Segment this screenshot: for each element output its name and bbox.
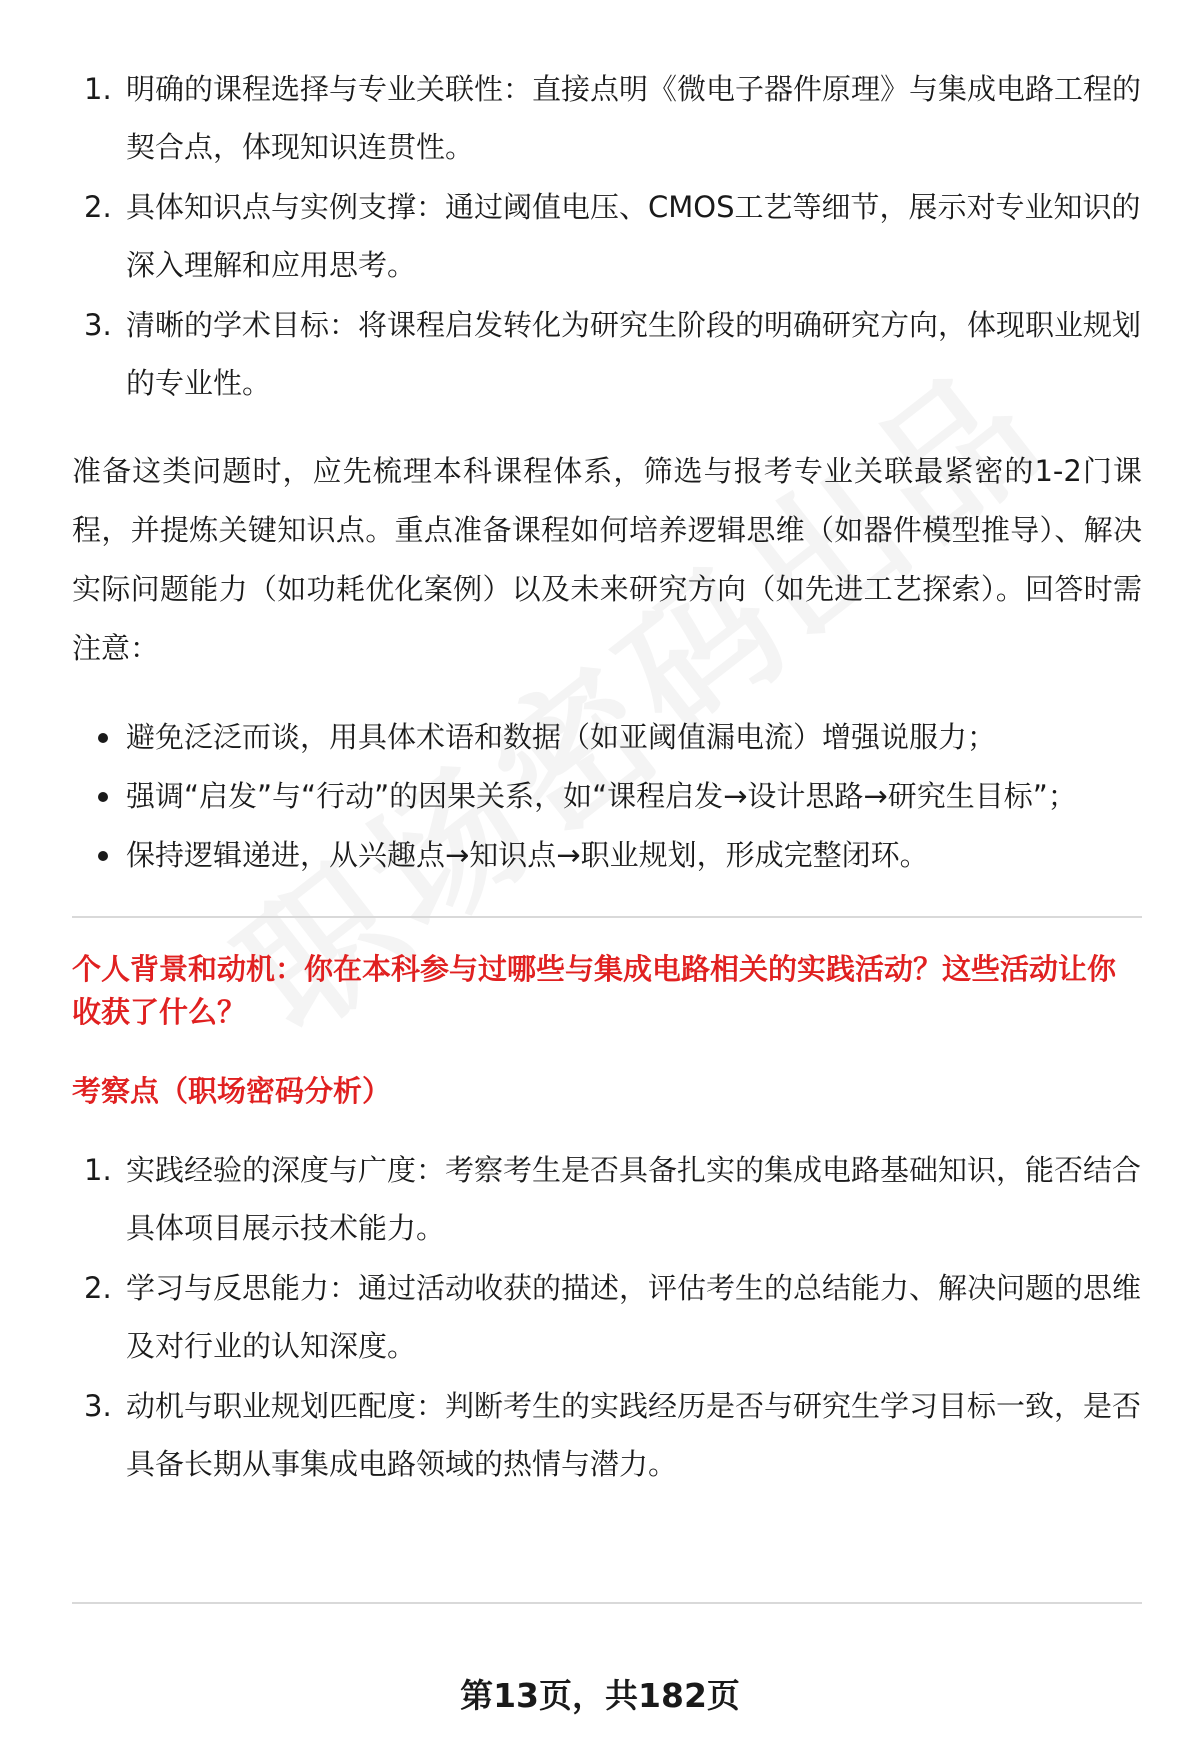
bullet-item — [72, 767, 1142, 825]
preparation-paragraph: 准备这类问题时，应先梳理本科课程体系，筛选与报考专业关联最紧密的1-2门课程，并提炼关键知识点。重点准备课程如何培养逻辑思维（如器件模型推导）、解决实际问题能力（如功耗优化案例）以及未来研究方向（如先进工艺探索）。回答时需注意： — [72, 454, 1142, 665]
list-item-text: 具体知识点与实例支撑：通过阈值电压、CMOS工艺等细节，展示对专业知识的深入理解和应用思考。 — [126, 190, 1141, 282]
bullet-text: 避免泛泛而谈，用具体术语和数据（如亚阈值漏电流）增强说服力； — [126, 720, 997, 754]
bullet-dot-icon — [98, 851, 108, 861]
bullet-text: 保持逻辑递进，从兴趣点→知识点→职业规划，形成完整闭环。 — [126, 838, 929, 872]
list-item-text: 学习与反思能力：通过活动收获的描述，评估考生的总结能力、解决问题的思维及对行业的认知深度。 — [126, 1271, 1142, 1363]
intro-numbered-list — [72, 60, 1142, 412]
analysis-heading: 考察点（职场密码分析） — [72, 1074, 392, 1108]
footer-divider — [72, 1602, 1142, 1604]
bullet-dot-icon — [98, 733, 108, 743]
question-heading: 个人背景和动机：你在本科参与过哪些与集成电路相关的实践活动？这些活动让你收获了什么？ — [72, 952, 1117, 1029]
list-number: 3. — [84, 308, 112, 342]
list-item — [72, 296, 1142, 412]
list-number: 1. — [84, 1153, 112, 1187]
list-number: 2. — [84, 1271, 112, 1305]
list-item — [72, 178, 1142, 294]
bullet-item — [72, 826, 1142, 884]
list-item-text: 动机与职业规划匹配度：判断考生的实践经历是否与研究生学习目标一致，是否具备长期从事集成电路领域的热情与潜力。 — [126, 1389, 1142, 1481]
bullet-dot-icon — [98, 792, 108, 802]
analysis-numbered-list — [72, 1141, 1142, 1493]
tips-bullet-list — [72, 708, 1142, 884]
page-number-footer: 第13页，共182页 — [460, 1676, 740, 1715]
list-number: 3. — [84, 1389, 112, 1423]
bullet-item — [72, 708, 1142, 766]
list-item-text: 实践经验的深度与广度：考察考生是否具备扎实的集成电路基础知识，能否结合具体项目展示技术能力。 — [126, 1153, 1142, 1245]
list-item — [72, 1259, 1142, 1375]
list-item-text: 清晰的学术目标：将课程启发转化为研究生阶段的明确研究方向，体现职业规划的专业性。 — [126, 308, 1142, 400]
list-number: 2. — [84, 190, 112, 224]
bullet-text: 强调“启发”与“行动”的因果关系，如“课程启发→设计思路→研究生目标”； — [126, 779, 1077, 813]
page-content — [72, 60, 1142, 1495]
list-number: 1. — [84, 72, 112, 106]
section-divider — [72, 916, 1142, 918]
list-item — [72, 60, 1142, 176]
list-item — [72, 1141, 1142, 1257]
list-item — [72, 1377, 1142, 1493]
list-item-text: 明确的课程选择与专业关联性：直接点明《微电子器件原理》与集成电路工程的契合点，体现知识连贯性。 — [126, 72, 1142, 164]
